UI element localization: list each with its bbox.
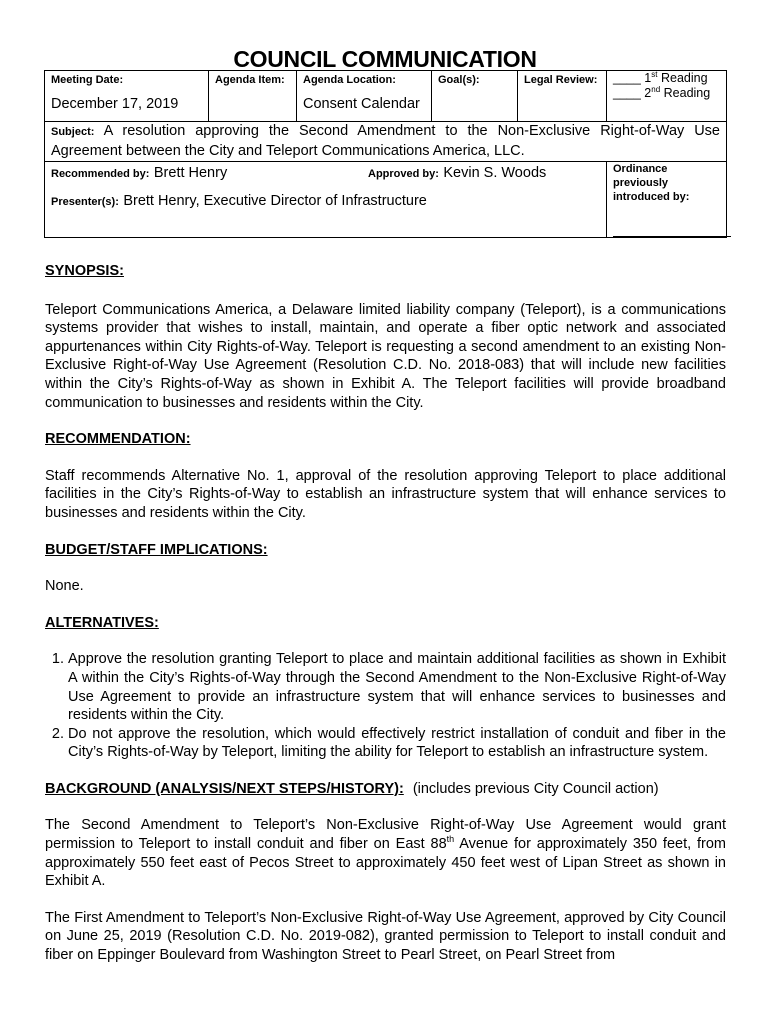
ordinance-label: Ordinance previously introduced by: (613, 163, 690, 203)
agenda-item-label: Agenda Item: (215, 74, 285, 86)
document-title: COUNCIL COMMUNICATION (233, 46, 537, 72)
recommendation-heading: RECOMMENDATION: (45, 431, 191, 448)
alternative-item-2: 2. Do not approve the resolution, which would effectively restrict installation of conduit and fiber in the City’s Rights-of-Way by Teleport, limiting the ability for Teleport to establish an infrastructure system. (68, 725, 726, 762)
subject-text: A resolution approving the Second Amendment to the Non-Exclusive Right-of-Way Use Agreement between the City and Teleport Communications America, LLC. (51, 123, 720, 159)
recommended-by-value: Brett Henry (153, 165, 228, 181)
recommendation-text: Staff recommends Alternative No. 1, approval of the resolution approving Teleport to place additional facilities in the City’s Rights-of-Way to establish an infrastructure system that will enhance services to businesses and residents within the City. (45, 467, 726, 521)
budget-text: None. (45, 578, 84, 595)
recommended-by-label: Recommended by: (51, 168, 150, 180)
synopsis-heading: SYNOPSIS: (45, 263, 124, 279)
alternative-item-1: 1. Approve the resolution granting Teleport to place and maintain additional facilities as shown in Exhibit A within the City’s Rights-of-Way through the Second Amendment to the Non-Exclusive Right-of-Way Use Agreement to provide an infrastructure system that will enhance services to businesses and residents within the City. (68, 650, 726, 724)
header-table (44, 70, 727, 238)
meeting-date-value: December 17, 2019 (51, 96, 179, 112)
legal-review-cell (518, 71, 607, 122)
meeting-date-cell (45, 71, 209, 122)
agenda-location-label: Agenda Location: (303, 74, 396, 86)
agenda-item-cell (209, 71, 297, 122)
background-paragraph-2: The First Amendment to Teleport’s Non-Exclusive Right-of-Way Use Agreement, approved by City Council on June 25, 2019 (Resolution C.D. No. 2019-082), granted permission to Teleport to install conduit and fiber on Eppinger Boulevard from Washington Street to Pearl Street, on Pearl Street from (45, 909, 726, 964)
people-cell (45, 162, 607, 238)
alternatives-list (45, 650, 726, 762)
approved-by-label: Approved by: (368, 168, 439, 180)
background-heading: BACKGROUND (ANALYSIS/NEXT STEPS/HISTORY): (45, 780, 404, 797)
ordinance-signature-line (613, 204, 731, 237)
presenters-value: Brett Henry, Executive Director of Infrastructure (123, 193, 427, 209)
alternatives-heading: ALTERNATIVES: (45, 614, 159, 631)
background-note: (includes previous City Council action) (412, 780, 659, 797)
meeting-date-label: Meeting Date: (51, 74, 124, 86)
budget-heading: BUDGET/STAFF IMPLICATIONS: (45, 541, 268, 558)
goals-cell (432, 71, 518, 122)
presenters-label: Presenter(s): (51, 196, 119, 208)
approved-by-value: Kevin S. Woods (443, 165, 547, 181)
readings-cell (607, 71, 727, 122)
second-reading: ____ 2nd Reading (613, 84, 711, 100)
document-body (45, 262, 726, 965)
agenda-location-cell (297, 71, 432, 122)
background-heading-row (45, 780, 726, 799)
first-reading: ____ 1st Reading (613, 69, 708, 85)
legal-review-label: Legal Review: (524, 74, 598, 86)
ordinance-cell (607, 162, 727, 238)
background-paragraph-1: The Second Amendment to Teleport’s Non-Exclusive Right-of-Way Use Agreement would grant permission to Teleport to install conduit and fiber on East 88th Avenue for approximately 350 feet, from approximately 550 feet east of Pecos Street to approximately 450 feet west of Lipan Street as shown in Exhibit A. (45, 817, 726, 890)
subject-label: Subject: (51, 126, 95, 138)
goals-label: Goal(s): (438, 74, 480, 86)
agenda-location-value: Consent Calendar (303, 96, 420, 112)
subject-cell (45, 122, 727, 162)
synopsis-text: Teleport Communications America, a Delaware limited liability company (Teleport), is a communications systems provider that wishes to install, maintain, and operate a fiber optic network and associated appurtenances within City Rights-of-Way. Teleport is requesting a second amendment to an existing Non-Exclusive Right-of-Way Use Agreement (Resolution C.D. No. 2018-083) that will include new facilities within the City’s Rights-of-Way as shown in Exhibit A. The Teleport facilities will provide broadband communication to businesses and residents within the City. (45, 301, 726, 411)
